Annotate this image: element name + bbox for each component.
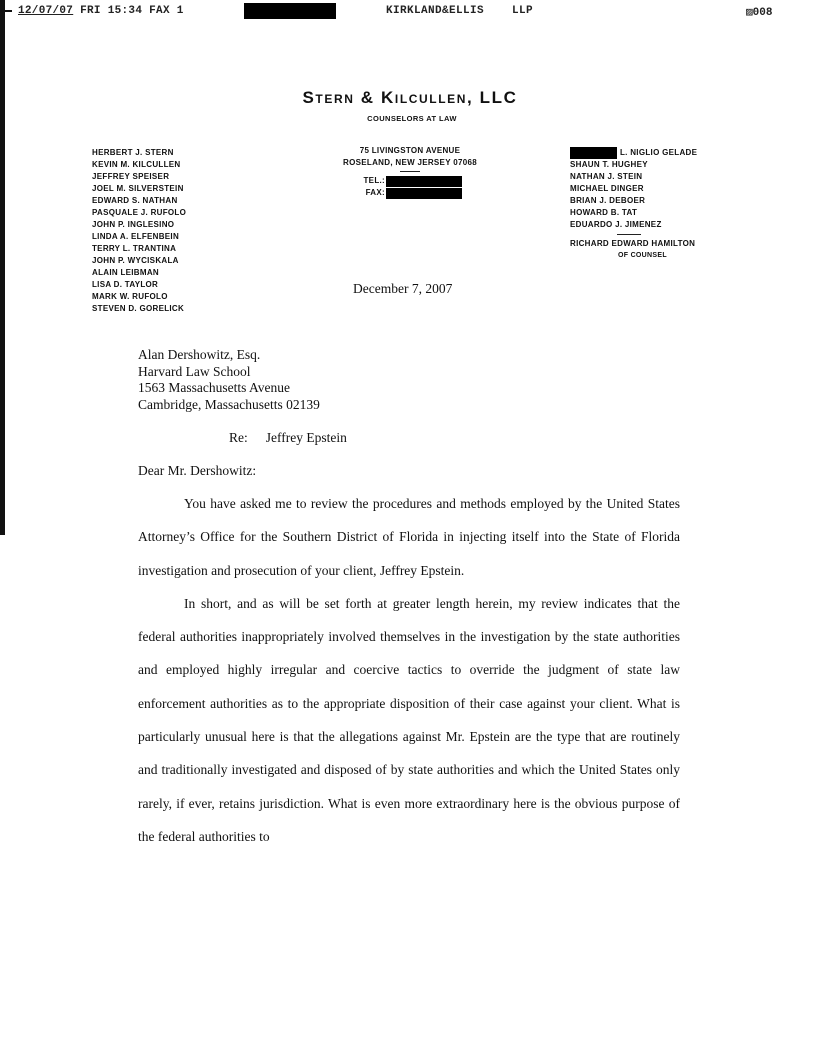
redaction-tel bbox=[386, 176, 462, 187]
letter-date: December 7, 2007 bbox=[353, 281, 453, 296]
partner-name: KEVIN M. KILCULLEN bbox=[92, 160, 181, 169]
body-paragraph: You have asked me to review the procedures and methods employed by the United States Attorney’s Office for the Southern District of Florida in injecting itself into the State of Florida investigation and prosecution of your client, Jeffrey Epstein. bbox=[138, 496, 680, 578]
partner-name: JEFFREY SPEISER bbox=[92, 172, 170, 181]
recipient-line: Alan Dershowitz, Esq. bbox=[138, 347, 261, 362]
tel-row bbox=[320, 175, 500, 187]
fax-label: FAX: bbox=[365, 188, 385, 197]
re-label: Re: bbox=[229, 430, 248, 445]
salutation: Dear Mr. Dershowitz: bbox=[138, 463, 257, 478]
partner-name: JOHN P. INGLESINO bbox=[92, 220, 175, 229]
partner-name: EDWARD S. NATHAN bbox=[92, 196, 178, 205]
fax-timestamp bbox=[18, 5, 184, 17]
of-counsel-name: RICHARD EDWARD HAMILTON bbox=[570, 239, 696, 248]
partner-name: LISA D. TAYLOR bbox=[92, 280, 159, 289]
re-line bbox=[229, 430, 347, 446]
associate-name: HOWARD B. TAT bbox=[570, 208, 638, 217]
partner-name: STEVEN D. GORELICK bbox=[92, 304, 185, 313]
recipient-address bbox=[138, 347, 320, 413]
re-subject: Jeffrey Epstein bbox=[265, 430, 347, 445]
of-counsel-label: OF COUNSEL bbox=[618, 252, 667, 259]
divider bbox=[400, 171, 420, 172]
address-street: 75 LIVINGSTON AVENUE bbox=[359, 146, 461, 155]
redaction-associate bbox=[570, 147, 617, 159]
partner-name: JOEL M. SILVERSTEIN bbox=[92, 184, 184, 193]
associate-name: L. NIGLIO GELADE bbox=[620, 148, 698, 157]
body-paragraph: In short, and as will be set forth at greater length herein, my review indicates that the federal authorities inappropriately involved themselves in the investigation by the state authorities and employed highly irregular and coercive tactics to override the judgment of state law enforcement authorities as to the appropriate disposition of their case against your client. What is particularly unusual here is that the allegations against Mr. Epstein are the type that are routinely and traditionally investigated and disposed of by state authorities and which the United States only rarely, if ever, retains jurisdiction. What is even more extraordinary here is the obvious purpose of the federal authorities to bbox=[138, 595, 680, 844]
partner-name: HERBERT J. STERN bbox=[92, 148, 174, 157]
associate-name: NATHAN J. STEIN bbox=[570, 172, 643, 181]
letter-body bbox=[138, 487, 680, 853]
fax-page-number: ▨008 bbox=[746, 7, 773, 19]
partner-name: LINDA A. ELFENBEIN bbox=[92, 232, 180, 241]
recipient-line: Harvard Law School bbox=[138, 363, 251, 379]
recipient-line: 1563 Massachusetts Avenue bbox=[138, 380, 290, 395]
associate-name: EDUARDO J. JIMENEZ bbox=[570, 220, 662, 229]
fax-firm-name: KIRKLAND&ELLIS LLP bbox=[386, 5, 534, 17]
partner-name: ALAIN LEIBMAN bbox=[92, 268, 160, 277]
associates-list bbox=[570, 147, 697, 262]
firm-address bbox=[320, 145, 500, 199]
partner-name: TERRY L. TRANTINA bbox=[92, 244, 177, 253]
fax-header bbox=[0, 0, 816, 24]
partners-list bbox=[92, 147, 186, 315]
partner-name: JOHN P. WYCISKALA bbox=[92, 256, 179, 265]
associate-name: SHAUN T. HUGHEY bbox=[570, 160, 648, 169]
scan-edge bbox=[0, 0, 5, 535]
divider bbox=[617, 234, 641, 235]
tel-label: TEL.: bbox=[363, 176, 385, 185]
redaction-fax-number bbox=[244, 3, 336, 19]
associate-row bbox=[570, 147, 697, 159]
partner-name: PASQUALE J. RUFOLO bbox=[92, 208, 187, 217]
partner-name: MARK W. RUFOLO bbox=[92, 292, 168, 301]
firm-subtitle: COUNSELORS AT LAW bbox=[367, 114, 457, 123]
associate-name: MICHAEL DINGER bbox=[570, 184, 644, 193]
redaction-fax bbox=[386, 188, 462, 199]
fax-day-time: FRI 15:34 FAX 1 bbox=[80, 5, 184, 17]
recipient-line: Cambridge, Massachusetts 02139 bbox=[138, 396, 320, 412]
fax-date: 12/07/07 bbox=[18, 5, 74, 17]
associate-name: BRIAN J. DEBOER bbox=[570, 196, 646, 205]
address-city: ROSELAND, NEW JERSEY 07068 bbox=[343, 158, 477, 167]
fax-row bbox=[320, 187, 500, 199]
firm-name: Stern & Kilcullen, LLC bbox=[302, 88, 518, 107]
